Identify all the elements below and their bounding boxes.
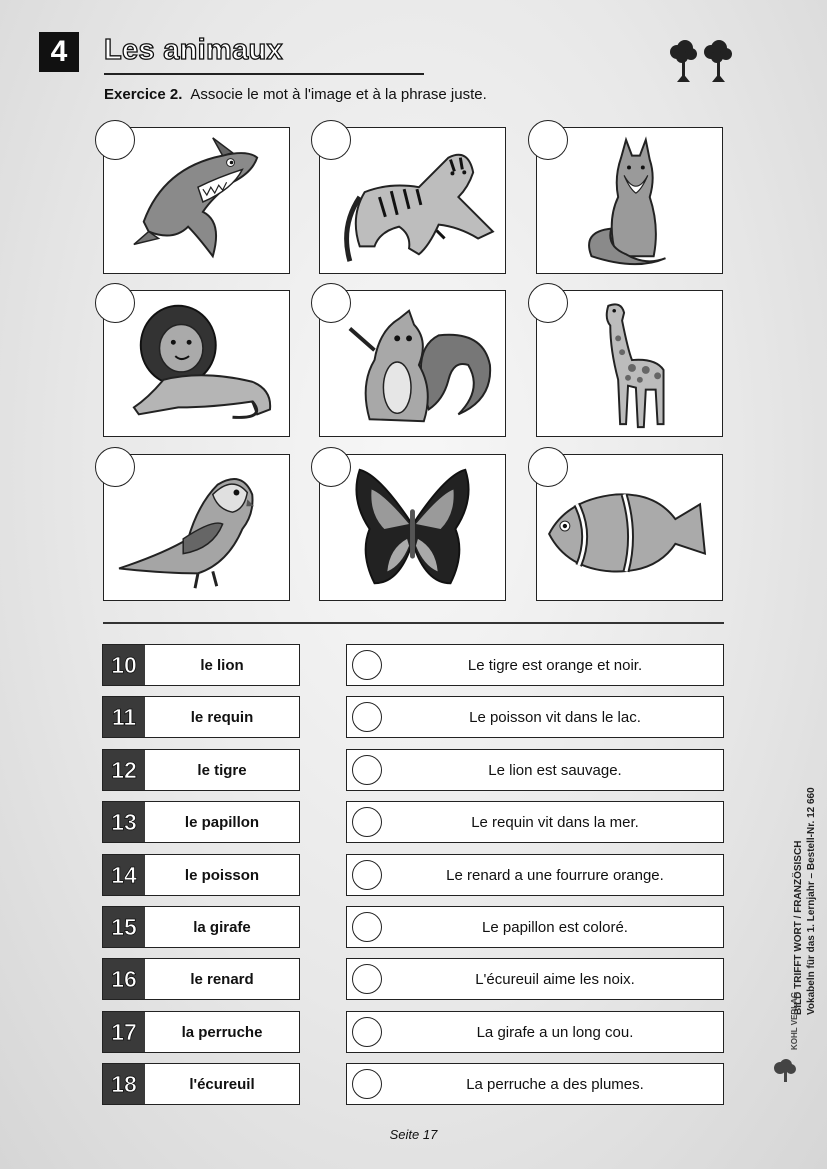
- sentence-row: [346, 1011, 724, 1053]
- answer-circle-picture-9[interactable]: [528, 447, 568, 487]
- answer-circle-sentence[interactable]: [352, 650, 382, 680]
- sentence-row: [346, 696, 724, 738]
- sentence-text: Le lion est sauvage.: [488, 761, 622, 779]
- publisher-tree-icon: [770, 1058, 802, 1084]
- page-number: Seite 17: [389, 1127, 438, 1142]
- series-order-number: Vokabeln für das 1. Lernjahr – Bestell-Nr. 12 660: [806, 787, 817, 1015]
- answer-circle-picture-1[interactable]: [95, 120, 135, 160]
- answer-circle-sentence[interactable]: [352, 860, 382, 890]
- word-label: le lion: [200, 656, 244, 674]
- word-number: 13: [103, 802, 145, 842]
- word-label: le tigre: [197, 761, 247, 779]
- word-number: 18: [103, 1064, 145, 1104]
- answer-circle-picture-7[interactable]: [95, 447, 135, 487]
- answer-circle-sentence[interactable]: [352, 964, 382, 994]
- chapter-number: 4: [39, 32, 79, 72]
- answer-circle-sentence[interactable]: [352, 755, 382, 785]
- word-number: 17: [103, 1012, 145, 1052]
- page-title: Les animaux: [104, 34, 283, 66]
- sentence-text: Le requin vit dans la mer.: [471, 813, 639, 831]
- word-label: le poisson: [184, 866, 260, 884]
- word-row: [102, 1063, 300, 1105]
- answer-circle-sentence[interactable]: [352, 702, 382, 732]
- sentence-text: Le papillon est coloré.: [482, 918, 628, 936]
- sentence-text: Le tigre est orange et noir.: [467, 656, 643, 674]
- word-row: [102, 1011, 300, 1053]
- sentence-row: [346, 801, 724, 843]
- sentence-row: [346, 854, 724, 896]
- word-label: le requin: [190, 708, 254, 726]
- sentence-row: [346, 644, 724, 686]
- sentence-row: [346, 958, 724, 1000]
- sentence-text: Le poisson vit dans le lac.: [469, 708, 641, 726]
- picture-grid: [103, 127, 724, 604]
- word-number: 15: [103, 907, 145, 947]
- word-row: [102, 801, 300, 843]
- sentence-text: La perruche a des plumes.: [466, 1075, 644, 1093]
- word-label: la perruche: [181, 1023, 263, 1041]
- word-number: 12: [103, 750, 145, 790]
- sentence-text: Le renard a une fourrure orange.: [446, 866, 664, 884]
- sentence-row: [346, 749, 724, 791]
- word-row: [102, 854, 300, 896]
- sentence-text: L'écureuil aime les noix.: [475, 970, 635, 988]
- answer-circle-sentence[interactable]: [352, 807, 382, 837]
- answer-circle-sentence[interactable]: [352, 1017, 382, 1047]
- word-number: 10: [103, 645, 145, 685]
- series-title: BILD TRIFFT WORT / FRANZÖSISCH: [793, 840, 804, 1015]
- word-number: 14: [103, 855, 145, 895]
- exercise-text: Associe le mot à l'image et à la phrase juste.: [190, 86, 487, 103]
- sentence-text: La girafe a un long cou.: [476, 1023, 634, 1041]
- word-row: [102, 749, 300, 791]
- word-label: la girafe: [193, 918, 251, 936]
- sentence-row: [346, 906, 724, 948]
- word-label: l'écureuil: [189, 1075, 255, 1093]
- answer-circle-picture-5[interactable]: [311, 283, 351, 323]
- word-number: 11: [103, 697, 145, 737]
- word-row: [102, 958, 300, 1000]
- section-divider: [103, 622, 724, 624]
- word-label: le renard: [190, 970, 254, 988]
- title-underline: [104, 73, 424, 75]
- word-row: [102, 906, 300, 948]
- word-label: le papillon: [184, 813, 260, 831]
- word-number: 16: [103, 959, 145, 999]
- answer-circle-picture-6[interactable]: [528, 283, 568, 323]
- answer-circle-sentence[interactable]: [352, 912, 382, 942]
- trees-icon: [667, 38, 739, 84]
- answer-circle-picture-2[interactable]: [311, 120, 351, 160]
- answer-circle-sentence[interactable]: [352, 1069, 382, 1099]
- answer-circle-picture-8[interactable]: [311, 447, 351, 487]
- exercise-instruction: [104, 86, 487, 103]
- answer-circle-picture-3[interactable]: [528, 120, 568, 160]
- word-row: [102, 696, 300, 738]
- exercise-label: Exercice 2.: [104, 86, 183, 103]
- answer-circle-picture-4[interactable]: [95, 283, 135, 323]
- sentence-row: [346, 1063, 724, 1105]
- word-row: [102, 644, 300, 686]
- series-info: [792, 787, 818, 1015]
- publisher-name: KOHL VERLAG: [790, 991, 799, 1050]
